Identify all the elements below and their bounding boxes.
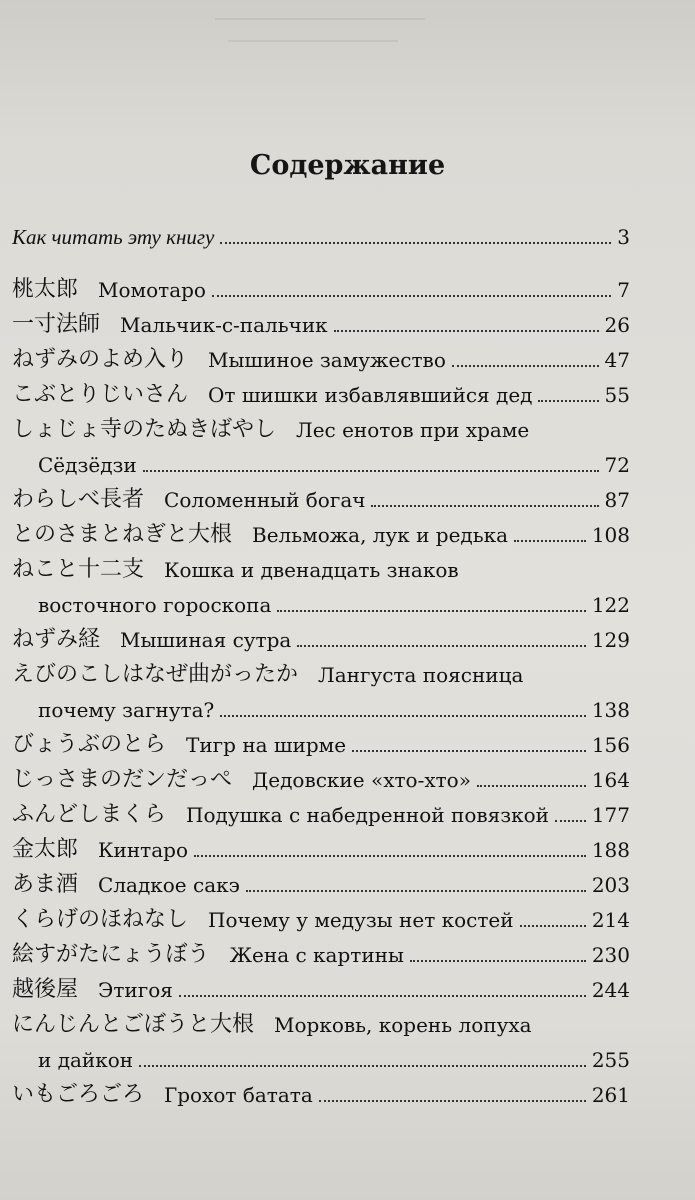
toc-entry-japanese-title: じっさまのだンだっぺ [12, 767, 233, 792]
page-number: 188 [591, 838, 630, 862]
toc-entry [12, 303, 630, 337]
toc-entry-russian-title: Морковь, корень лопуха [274, 1013, 532, 1037]
dot-leader [514, 539, 586, 542]
toc-entry [12, 268, 630, 302]
dot-leader [520, 924, 586, 927]
dot-leader [212, 294, 611, 297]
toc-entry [12, 513, 630, 547]
toc-entry [38, 583, 630, 617]
page-number: 3 [617, 225, 630, 249]
toc-entry [12, 933, 630, 967]
toc-entry-russian-title: Сладкое сакэ [98, 873, 240, 897]
toc-entry-japanese-title: いもごろごろ [12, 1082, 145, 1107]
toc-entry-russian-title: Мальчик-с-пальчик [120, 313, 328, 337]
toc-entry [12, 723, 630, 757]
toc-entry-russian-title: Как читать эту книгу [12, 225, 215, 249]
page-number: 108 [591, 523, 630, 547]
toc-entry-japanese-title: 一寸法師 [12, 312, 101, 337]
toc-entry [12, 548, 630, 582]
toc-entry [12, 478, 630, 512]
toc-entry-japanese-title: くらげのほねなし [12, 907, 189, 932]
toc-entry [12, 968, 630, 1002]
page-title: Содержание [249, 150, 446, 181]
dot-leader [452, 364, 599, 367]
dot-leader [334, 329, 599, 332]
toc-entry [12, 215, 630, 249]
toc-entry [12, 828, 630, 862]
page-number: 47 [604, 348, 630, 372]
toc-entry-russian-title: Кошка и двенадцать знаков [164, 558, 459, 582]
dot-leader [143, 469, 599, 472]
toc-entry [12, 863, 630, 897]
toc-entry [12, 1073, 630, 1107]
toc-entry-japanese-title: 桃太郎 [12, 277, 79, 302]
toc-entry-japanese-title: えびのこしはなぜ曲がったか [12, 662, 299, 687]
dot-leader [352, 749, 586, 752]
toc-entry-japanese-title: ねずみのよめ入り [12, 347, 189, 372]
toc-entry [12, 653, 630, 687]
toc-entry-japanese-title: しょじょ寺のたぬきばやし [12, 417, 277, 442]
page-number: 55 [604, 383, 630, 407]
toc-entry-japanese-title: 金太郎 [12, 837, 79, 862]
toc-entry-russian-title: Вельможа, лук и редька [252, 523, 509, 547]
dot-leader [297, 644, 585, 647]
toc-entry-japanese-title: ふんどしまくら [12, 802, 167, 827]
page-number: 255 [591, 1048, 630, 1072]
toc-entry [12, 793, 630, 827]
page-number: 26 [604, 313, 630, 337]
page-number: 261 [591, 1083, 630, 1107]
toc-entry-russian-title: Мышиное замужество [208, 348, 446, 372]
toc-entry-japanese-title: にんじんとごぼうと大根 [12, 1012, 255, 1037]
toc-entry-russian-title: Соломенный богач [164, 488, 366, 512]
toc-entry [38, 443, 630, 477]
toc-entry-japanese-title: とのさまとねぎと大根 [12, 522, 233, 547]
toc-entry [12, 373, 630, 407]
page-number: 7 [617, 278, 630, 302]
toc-entry-russian-title: Жена с картины [229, 943, 404, 967]
toc-entry-russian-title: Тигр на ширме [186, 733, 347, 757]
toc-entry-russian-title: восточного гороскопа [38, 593, 272, 617]
dot-leader [139, 1064, 586, 1067]
toc-entry-russian-title: Кинтаро [98, 838, 188, 862]
toc-entry-russian-title: Мышиная сутра [120, 628, 292, 652]
page-number: 214 [591, 908, 630, 932]
dot-leader [371, 504, 598, 507]
toc-entry-russian-title: и дайкон [38, 1048, 134, 1072]
page-number: 122 [591, 593, 630, 617]
dot-leader [194, 854, 586, 857]
toc-entry-russian-title: Этигоя [98, 978, 173, 1002]
dot-leader [410, 959, 586, 962]
toc-entry-russian-title: Лес енотов при храме [296, 418, 530, 442]
dot-leader [555, 819, 586, 822]
toc-entry-japanese-title: びょうぶのとら [12, 732, 167, 757]
page-number: 138 [591, 698, 630, 722]
dot-leader [538, 399, 598, 402]
page-number: 203 [591, 873, 630, 897]
toc-entry-russian-title: Сёдзёдзи [38, 453, 137, 477]
toc-entry-russian-title: Лангуста поясница [318, 663, 524, 687]
dot-leader [319, 1099, 586, 1102]
toc-entry [12, 758, 630, 792]
dot-leader [246, 889, 586, 892]
toc-entry-japanese-title: あま酒 [12, 872, 79, 897]
toc-entry [12, 408, 630, 442]
toc-entry [38, 688, 630, 722]
dot-leader [220, 241, 611, 244]
toc-entry-russian-title: почему загнута? [38, 698, 215, 722]
toc-entry-japanese-title: 越後屋 [12, 977, 79, 1002]
page-number: 156 [591, 733, 630, 757]
toc-entry [12, 898, 630, 932]
page-number: 177 [591, 803, 630, 827]
toc-entry-russian-title: Подушка с набедренной повязкой [186, 803, 550, 827]
toc-entry-russian-title: Момотаро [98, 278, 206, 302]
page-number: 72 [604, 453, 630, 477]
toc-entry [12, 1003, 630, 1037]
toc-entry-russian-title: Дедовские «хто-хто» [252, 768, 471, 792]
toc-entry-russian-title: Грохот батата [164, 1083, 313, 1107]
toc-entry [12, 338, 630, 372]
toc-entry-japanese-title: ねずみ経 [12, 627, 101, 652]
page-number: 230 [591, 943, 630, 967]
page-number: 129 [591, 628, 630, 652]
dot-leader [220, 714, 586, 717]
dot-leader [277, 609, 585, 612]
dot-leader [477, 784, 586, 787]
toc-entry-japanese-title: ねこと十二支 [12, 557, 145, 582]
toc-entry-russian-title: От шишки избавлявшийся дед [208, 383, 533, 407]
page-number: 244 [591, 978, 630, 1002]
toc-entry [12, 618, 630, 652]
toc-entry-japanese-title: わらしべ長者 [12, 487, 145, 512]
dot-leader [179, 994, 586, 997]
toc-entry [38, 1038, 630, 1072]
toc-entry-japanese-title: こぶとりじいさん [12, 382, 189, 407]
toc-entry-russian-title: Почему у медузы нет костей [208, 908, 514, 932]
toc-entry-japanese-title: 絵すがたにょうぼう [12, 942, 210, 967]
page-number: 164 [591, 768, 630, 792]
page-number: 87 [604, 488, 630, 512]
